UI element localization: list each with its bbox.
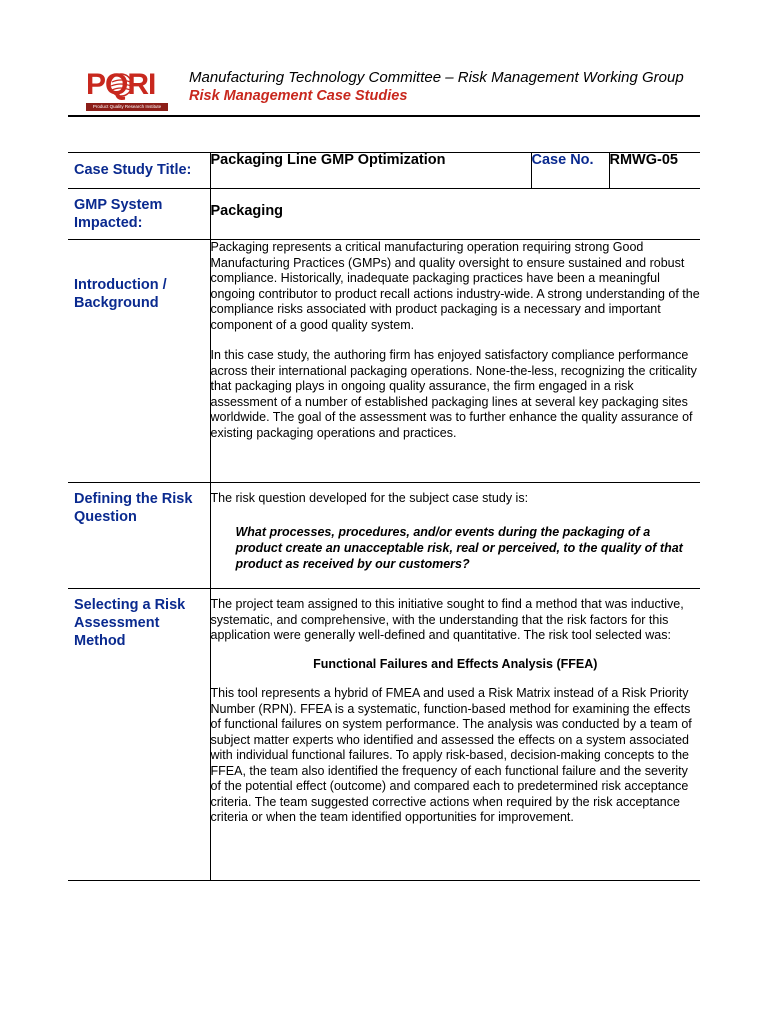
method-paragraph-2: This tool represents a hybrid of FMEA and used a Risk Matrix instead of a Risk Priority Number (RPN). FFEA is a systematic, function-based method for examining the effects of functional failures on system performance. The analysis was conducted by a team of subject matter experts who identified and assessed the effects on a system associated with individual functional failures. To apply risk-based, decision-making concepts to the FFEA, the team also identified the frequency of each functional failure and the severity of the potential effect (outcome) and compared each to predetermined risk acceptance criteria. The team suggested corrective actions when required by the risk acceptance criteria or when the team identified opportunities for improvement. (210, 686, 692, 824)
method-row (68, 589, 700, 881)
risk-question-row (68, 483, 700, 589)
page-header (84, 66, 700, 114)
gmp-system-value: Packaging (210, 203, 284, 219)
committee-title: Manufacturing Technology Committee – Risk Management Working Group (189, 69, 684, 86)
logo-text: PQRI (86, 68, 156, 101)
intro-label: Introduction / Background (74, 277, 167, 311)
case-study-table (68, 152, 700, 881)
risk-question-intro: The risk question developed for the subject case study is: (210, 491, 529, 505)
title-row (68, 153, 700, 189)
header-divider (68, 115, 700, 117)
risk-question-text: What processes, procedures, and/or events during the packaging of a product create an unacceptable risk, real or perceived, to the quality of that product as received by our customers? (235, 524, 683, 571)
series-title: Risk Management Case Studies (189, 88, 408, 104)
method-label: Selecting a Risk Assessment Method (74, 597, 186, 649)
case-title-value: Packaging Line GMP Optimization (210, 152, 446, 168)
case-title-label: Case Study Title: (74, 162, 192, 178)
risk-question-label: Defining the Risk Question (74, 491, 193, 525)
intro-paragraph-2: In this case study, the authoring firm has enjoyed satisfactory compliance performance across their international packaging operations. None-the-less, recognizing the criticality that packaging plays in ongoing quality assurance, the firm engaged in a risk assessment of a number of established packaging lines at several key packaging sites worldwide. The goal of the assessment was to further enhance the quality assurance of existing packaging operations and practices. (210, 348, 697, 440)
case-number-value: RMWG-05 (609, 152, 678, 168)
intro-paragraph-1: Packaging represents a critical manufacturing operation requiring strong Good Manufacturing Practices (GMPs) and quality oversight to ensure sustained and robust compliance. Historically, inadequate packaging practices have been a meaningful ongoing contributor to product recall actions industry-wide. A strong understanding of the compliance risks associated with product packaging is a necessary and important component of a good quality system. (210, 240, 700, 332)
pqri-logo (84, 68, 168, 114)
logo-subtitle: Product Quality Research Institute (86, 103, 168, 111)
gmp-row (68, 189, 700, 240)
intro-row (68, 240, 700, 483)
risk-tool-name: Functional Failures and Effects Analysis (FFEA) (313, 656, 598, 671)
case-number-label: Case No. (531, 153, 609, 189)
gmp-system-label: GMP System Impacted: (74, 197, 163, 231)
globe-icon (108, 72, 134, 98)
method-paragraph-1: The project team assigned to this initiative sought to find a method that was inductive, systematic, and comprehensive, with the understanding that the risk factors for this application were generally well-defined and quantitative. The risk tool selected was: (210, 597, 684, 642)
